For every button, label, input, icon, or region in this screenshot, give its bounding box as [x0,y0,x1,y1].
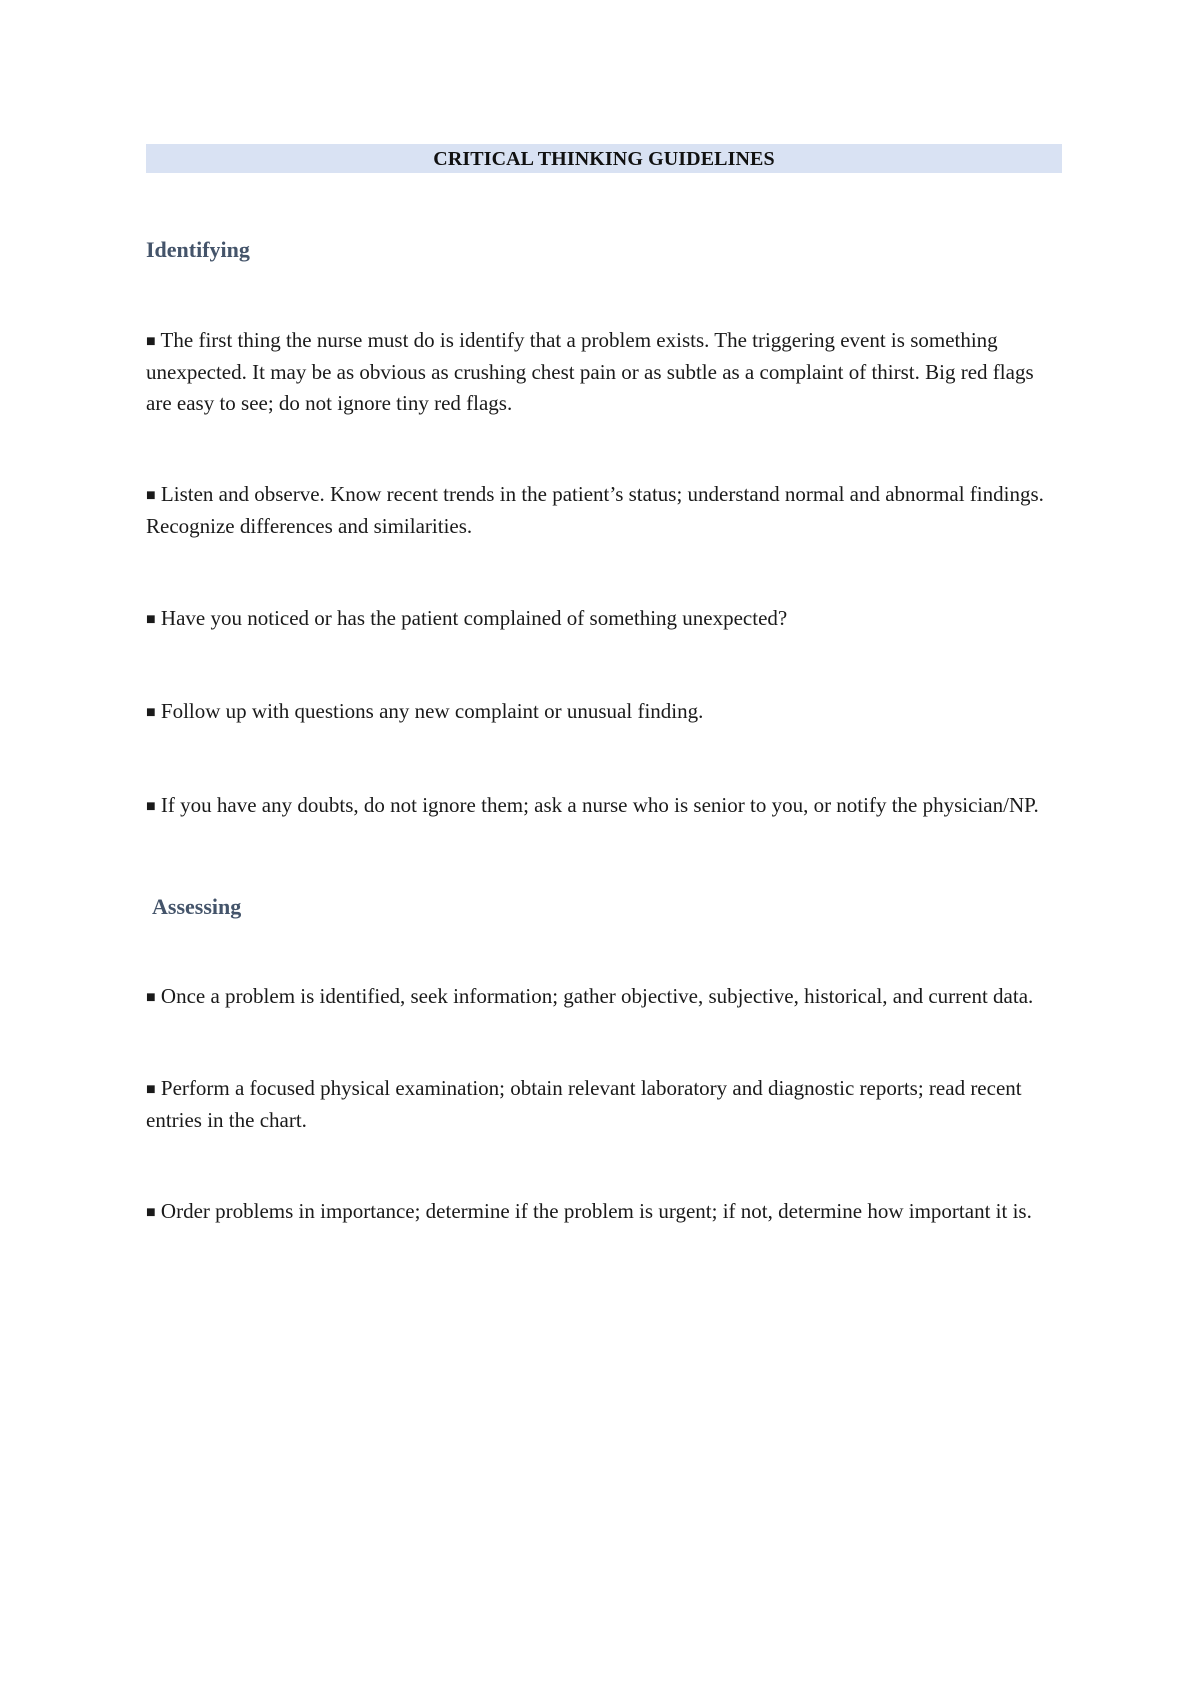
paragraph-text: Perform a focused physical examination; obtain relevant laboratory and diagnostic reports; read recent entries in the chart. [146,1076,1022,1132]
paragraph-text: Have you noticed or has the patient complained of something unexpected? [160,606,788,630]
paragraph-follow-up [146,696,1062,728]
document-title: CRITICAL THINKING GUIDELINES [146,144,1062,173]
bullet-icon: ■ [146,333,156,350]
paragraph-seek-information [146,981,1062,1013]
paragraph-doubts [146,790,1062,822]
paragraph-text: Listen and observe. Know recent trends in the patient’s status; understand normal and abnormal findings. Recognize differences and similarities. [146,482,1044,538]
paragraph-text: If you have any doubts, do not ignore them; ask a nurse who is senior to you, or notify the physician/NP. [160,793,1039,817]
document-page [146,144,1062,1228]
section-heading-assessing: Assessing [152,894,242,919]
paragraph-text: The first thing the nurse must do is identify that a problem exists. The triggering event is something unexpected. It may be as obvious as crushing chest pain or as subtle as a complaint of thirst. Big red flags are easy to see; do not ignore tiny red flags. [146,328,1034,415]
section-heading-identifying: Identifying [146,237,250,262]
paragraph-listen-observe [146,479,1062,542]
paragraph-text: Order problems in importance; determine if the problem is urgent; if not, determine how important it is. [160,1199,1032,1223]
paragraph-text: Follow up with questions any new complaint or unusual finding. [160,699,704,723]
paragraph-order-problems [146,1196,1062,1228]
bullet-icon: ■ [146,1204,156,1221]
bullet-icon: ■ [146,487,156,504]
bullet-icon: ■ [146,798,156,815]
bullet-icon: ■ [146,611,156,628]
bullet-icon: ■ [146,704,156,721]
bullet-icon: ■ [146,1081,156,1098]
paragraph-physical-exam [146,1073,1062,1136]
paragraph-noticed-unexpected [146,603,1062,635]
paragraph-identify-problem [146,325,1062,419]
bullet-icon: ■ [146,989,156,1006]
paragraph-text: Once a problem is identified, seek information; gather objective, subjective, historical, and current data. [160,984,1034,1008]
